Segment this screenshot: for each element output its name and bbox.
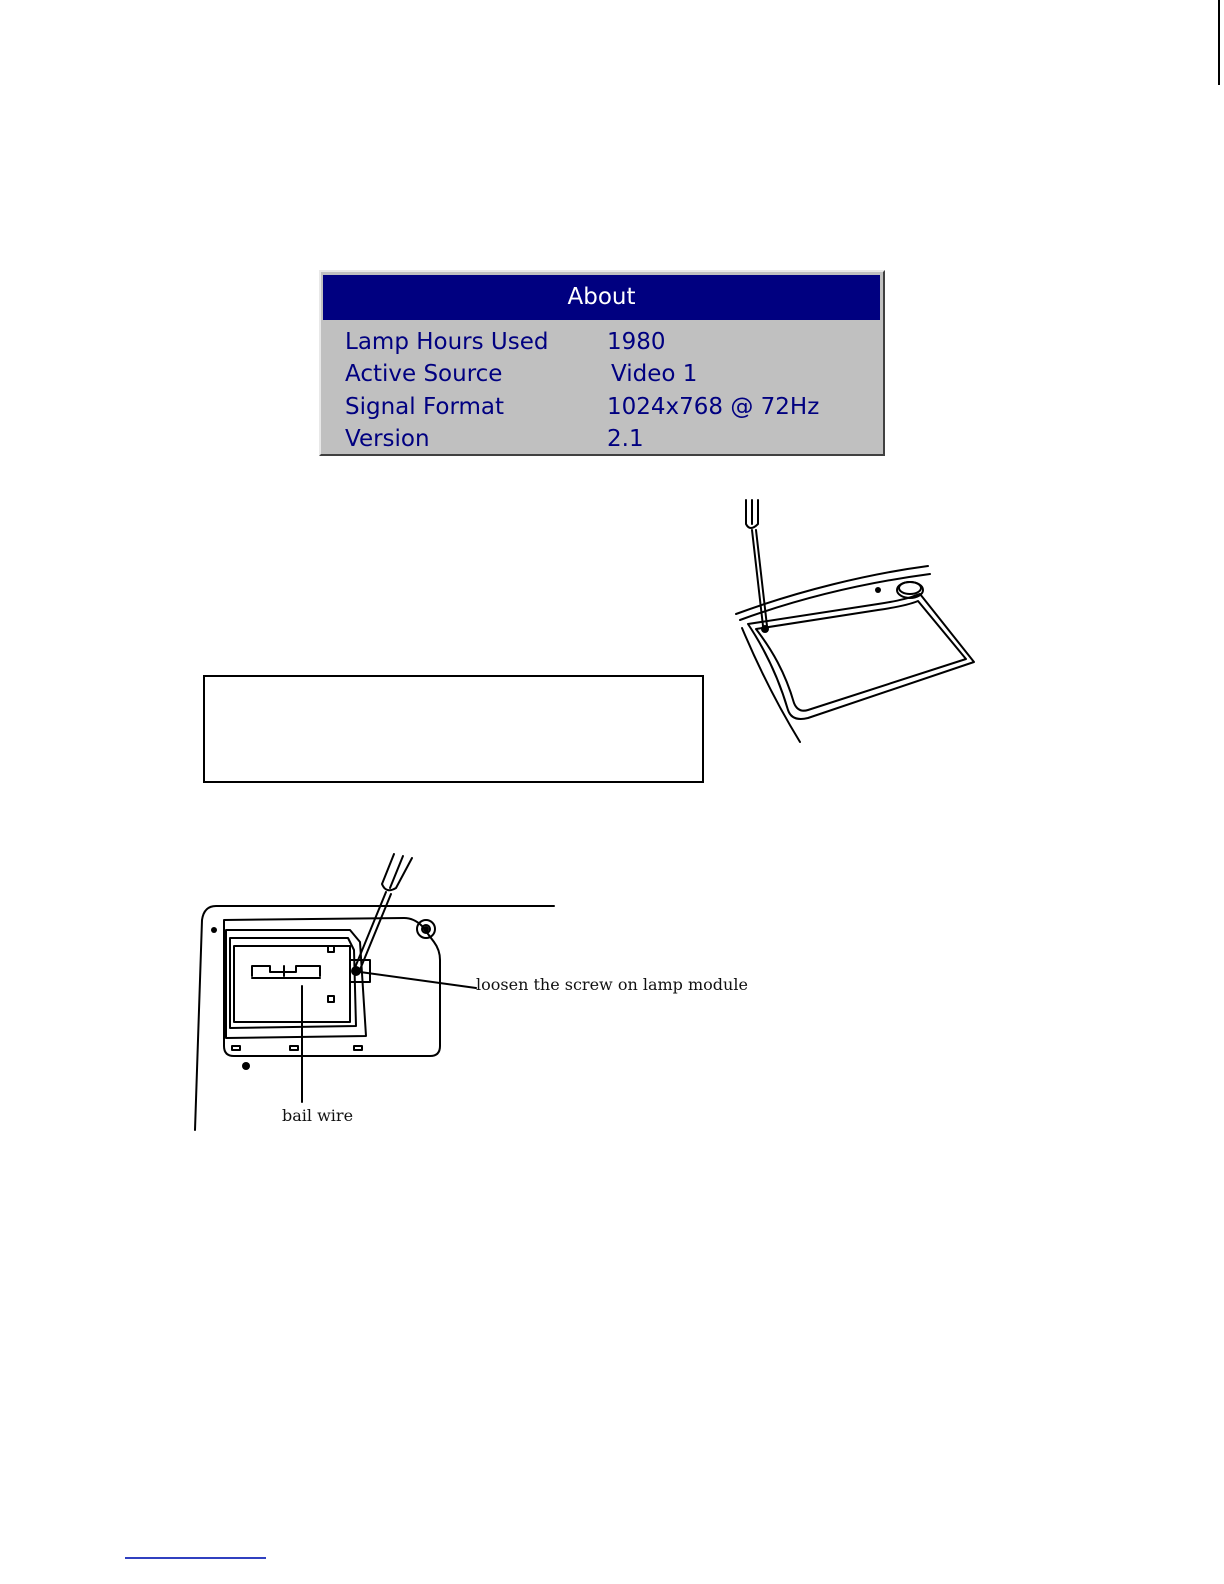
- about-row-label: Version: [345, 426, 430, 452]
- about-row-active-source: [321, 358, 883, 390]
- lamp-door-illustration: [728, 496, 978, 746]
- about-row-value: 1980: [607, 329, 666, 355]
- about-row-signal-format: [321, 391, 883, 423]
- about-row-version: [321, 423, 883, 455]
- about-row-value: 1024x768 @ 72Hz: [607, 394, 820, 420]
- page-edge-rule: [1218, 0, 1220, 85]
- about-row-label: Signal Format: [345, 394, 505, 420]
- footnote-separator: [125, 1557, 266, 1559]
- about-menu-title: About: [323, 275, 880, 320]
- about-menu-panel: [319, 270, 885, 456]
- about-row-label: Active Source: [345, 361, 503, 387]
- note-box: [203, 675, 704, 783]
- about-row-value: 2.1: [607, 426, 644, 452]
- about-row-lamp-hours: [321, 326, 883, 358]
- screw-callout-label: loosen the screw on lamp module: [476, 975, 748, 994]
- about-row-value: Video 1: [611, 361, 698, 387]
- bail-wire-label: bail wire: [282, 1106, 354, 1125]
- about-row-label: Lamp Hours Used: [345, 329, 549, 355]
